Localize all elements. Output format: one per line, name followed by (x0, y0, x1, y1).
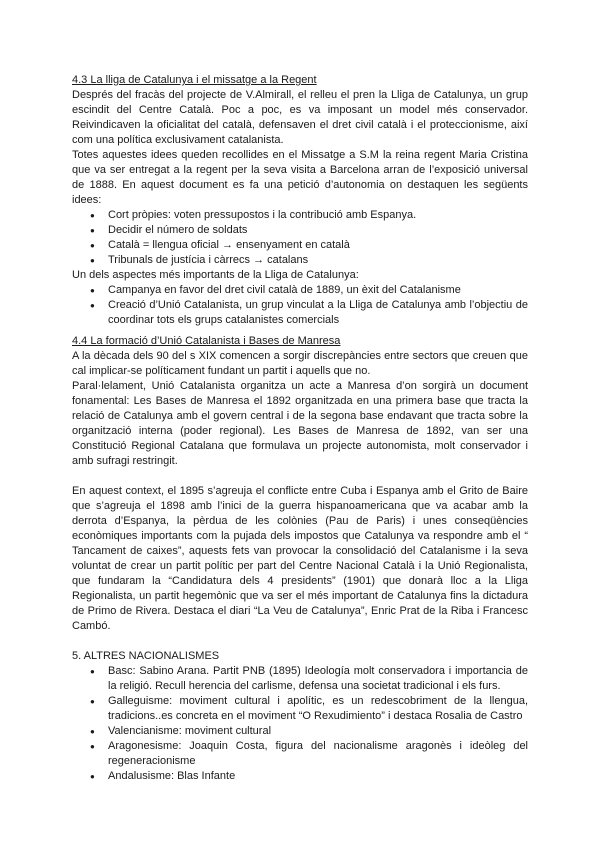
paragraph: Després del fracàs del projecte de V.Almirall, el relleu el pren la Lliga de Catalunya, un grup escindit del Centre Català. Poc a poc, es va imposant un model més conservador. Reivindicaven la oficialitat del català, defensaven el dret civil català i el proteccionisme, així com una política exclusivament catalanista. (72, 89, 528, 146)
paragraph: Paral·lelament, Unió Catalanista organitza un acte a Manresa d’on sorgirà un document fonamental: Les Bases de Manresa el 1892 organitzada en una primera base que tracta la relació de Catalunya amb el govern central i de la segona base endavant que tracta sobre la organització interna (poder regional). Les Bases de Manresa de 1892, van ser una Constitució Regional Catalana que formulava un projecte autonomista, molt conservador i amb sufragi restringit. (72, 380, 528, 467)
section-heading-4-3: 4.3 La lliga de Catalunya i el missatge a la Regent (72, 74, 317, 86)
ideas-list (72, 208, 528, 268)
list-item: ● Aragonesisme: Joaquin Costa, figura del nacionalisme aragonès i ideòleg del regeneracionisme (72, 739, 528, 769)
document-body (72, 73, 528, 784)
list-item: ● Decidir el número de soldats (72, 223, 528, 238)
list-item: ● Tribunals de justícia i càrrecs → catalans (72, 253, 528, 268)
paragraph: A la dècada dels 90 del s XIX comencen a sorgir discrepàncies entre sectors que creuen que cal implicar-se políticament fundant un partit i aquells que no. (72, 350, 528, 377)
list-item: ● Cort pròpies: voten pressupostos i la contribució amb Espanya. (72, 208, 528, 223)
list-item: ● Creació d’Unió Catalanista, un grup vinculat a la Lliga de Catalunya amb l’objectiu de coordinar tots els grups catalanistes comercials (72, 298, 528, 328)
list-item: ● Andalusisme: Blas Infante (72, 769, 528, 784)
list-item: ● Valencianisme: moviment cultural (72, 724, 528, 739)
list-item: ● Basc: Sabino Arana. Partit PNB (1895) Ideología molt conservadora i importancia de la religió. Recull herencia del carlisme, defensa una societat tradicional i els furs. (72, 664, 528, 694)
paragraph: Un dels aspectes més importants de la Lliga de Catalunya: (72, 269, 359, 281)
nationalisms-list (72, 664, 528, 784)
list-item: ● Campanya en favor del dret civil català de 1889, un èxit del Catalanisme (72, 283, 528, 298)
list-item: ● Galleguisme: moviment cultural i apolític, es un redescobriment de la llengua, tradicions..es concreta en el moviment “O Rexudimiento” i destaca Rosalia de Castro (72, 694, 528, 724)
paragraph: Totes aquestes idees queden recollides en el Missatge a S.M la reina regent Maria Cristina que va ser entregat a la regent per la seva visita a Barcelona arran de l’exposició universal de 1888. En aquest document es fa una petició d’autonomia on destaquen les següents idees: (72, 149, 528, 206)
aspects-list (72, 283, 528, 328)
section-heading-5: 5. ALTRES NACIONALISMES (72, 650, 220, 662)
section-heading-4-4: 4.4 La formació d’Unió Catalanista i Bases de Manresa (72, 335, 341, 347)
list-item: ● Català = llengua oficial → ensenyament en català (72, 238, 528, 253)
paragraph: En aquest context, el 1895 s’agreuja el conflicte entre Cuba i Espanya amb el Grito de Baire que s’agreuja el 1898 amb l’inici de la guerra hispanoamericana que va acabar amb la derrota d’Espanya, la pèrdua de les colònies (Pau de Paris) i unes conseqüències econòmiques importants com la pujada dels impostos que Catalunya va respondre amb el “ Tancament de caixes”, aquests fets van provocar la consolidació del Catalanisme i la seva voluntat de crear un partit polític per part del Centre Nacional Català i la Unió Regionalista, que fundaram la “Candidatura dels 4 presidents” (1901) que donarà lloc a la Lliga Regionalista, un partit hegemònic que va ser el més important de Catalunya fins la dictadura de Primo de Rivera. Destaca el diari “La Veu de Catalunya”, Enric Prat de la Riba i Francesc Cambó. (72, 485, 528, 632)
